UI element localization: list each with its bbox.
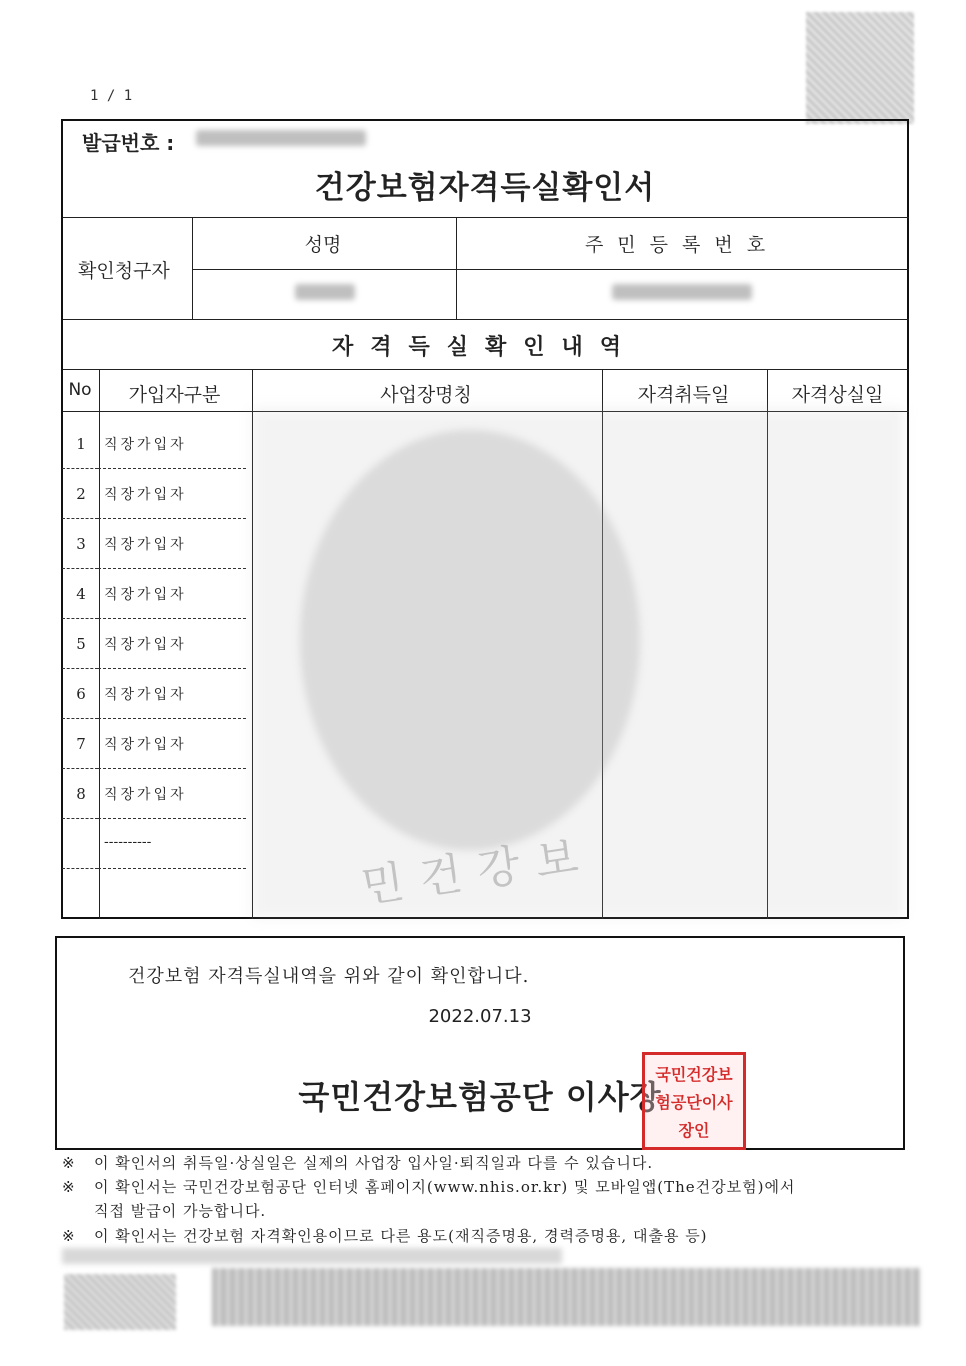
row-number: 5 bbox=[76, 635, 86, 653]
note-text: 이 확인서는 건강보험 자격확인용이므로 다른 용도(재직증명용, 경력증명용, 대출용 등) bbox=[94, 1227, 708, 1245]
row-divider bbox=[98, 868, 246, 869]
row-divider bbox=[98, 468, 246, 469]
official-seal: 국민건강보험공단이사장인 bbox=[642, 1052, 746, 1150]
row-member-type: 직장가입자 bbox=[104, 537, 187, 553]
watermark-text: 민건강보 bbox=[358, 829, 598, 913]
row-number: 3 bbox=[76, 535, 86, 553]
name-header: 성명 bbox=[304, 234, 342, 256]
name-redacted bbox=[295, 284, 355, 300]
col-header-lost: 자격상실일 bbox=[791, 384, 884, 406]
row-divider bbox=[62, 868, 98, 869]
row-number: 1 bbox=[76, 435, 86, 453]
row-member-type: 직장가입자 bbox=[104, 637, 187, 653]
note-mark: ※ bbox=[62, 1178, 76, 1196]
qr-code-top bbox=[806, 12, 914, 124]
row-member-type: 직장가입자 bbox=[104, 487, 187, 503]
row-number: 4 bbox=[76, 585, 86, 603]
section-title: 자격득실확인내역 bbox=[331, 335, 639, 360]
divider bbox=[63, 369, 909, 370]
row-number: 6 bbox=[76, 685, 86, 703]
issuer-name: 국민건강보험공단 이사장 bbox=[298, 1078, 662, 1116]
row-divider bbox=[62, 768, 98, 769]
divider bbox=[99, 369, 100, 919]
page-number: 1 / 1 bbox=[90, 88, 133, 104]
note-text: 이 확인서의 취득일·상실일은 실제의 사업장 입사일·퇴직일과 다를 수 있습니다. bbox=[94, 1154, 654, 1172]
col-header-acquired: 자격취득일 bbox=[637, 384, 730, 406]
col-header-type: 가입자구분 bbox=[128, 384, 221, 406]
row-divider bbox=[98, 818, 246, 819]
row-number: 8 bbox=[76, 785, 86, 803]
row-divider bbox=[62, 668, 98, 669]
note-item bbox=[62, 1152, 653, 1173]
note-text: 이 확인서는 국민건강보험공단 인터넷 홈페이지(www.nhis.or.kr) 및 모바일앱(The건강보험)에서 bbox=[94, 1178, 796, 1196]
row-member-type: ---------- bbox=[104, 834, 152, 850]
note-item bbox=[62, 1176, 795, 1197]
row-member-type: 직장가입자 bbox=[104, 587, 187, 603]
issue-date: 2022.07.13 bbox=[428, 1006, 532, 1027]
row-member-type: 직장가입자 bbox=[104, 787, 187, 803]
requester-label: 확인청구자 bbox=[78, 260, 170, 282]
row-member-type: 직장가입자 bbox=[104, 437, 187, 453]
row-divider bbox=[62, 618, 98, 619]
confirmation-text: 건강보험 자격득실내역을 위와 같이 확인합니다. bbox=[128, 966, 530, 987]
row-divider bbox=[62, 568, 98, 569]
row-divider bbox=[98, 618, 246, 619]
row-divider bbox=[62, 818, 98, 819]
divider bbox=[63, 217, 909, 218]
row-divider bbox=[98, 718, 246, 719]
row-divider bbox=[98, 518, 246, 519]
row-member-type: 직장가입자 bbox=[104, 737, 187, 753]
rrn-header: 주민등록번호 bbox=[584, 234, 780, 256]
barcode-redacted bbox=[212, 1268, 920, 1326]
row-number: 2 bbox=[76, 485, 86, 503]
divider bbox=[63, 319, 909, 320]
issue-number-label: 발급번호 : bbox=[82, 131, 175, 155]
row-divider bbox=[98, 568, 246, 569]
row-divider bbox=[98, 768, 246, 769]
note-mark: ※ bbox=[62, 1154, 76, 1172]
row-member-type: 직장가입자 bbox=[104, 687, 187, 703]
note-redacted bbox=[62, 1248, 562, 1264]
note-mark: ※ bbox=[62, 1227, 76, 1245]
redacted-columns bbox=[252, 408, 904, 918]
row-divider bbox=[62, 718, 98, 719]
note-item bbox=[62, 1225, 708, 1246]
col-header-workplace: 사업장명칭 bbox=[380, 384, 472, 406]
rrn-redacted bbox=[612, 284, 752, 300]
note-text: 직접 발급이 가능합니다. bbox=[94, 1202, 267, 1220]
row-number: 7 bbox=[76, 735, 86, 753]
divider bbox=[192, 269, 909, 270]
qr-code-bottom bbox=[64, 1274, 176, 1330]
note-item bbox=[62, 1200, 266, 1221]
col-header-no: No bbox=[68, 380, 92, 400]
row-divider bbox=[62, 518, 98, 519]
row-divider bbox=[98, 668, 246, 669]
document-title: 건강보험자격득실확인서 bbox=[314, 170, 656, 206]
issue-number-redacted bbox=[196, 130, 366, 146]
row-divider bbox=[62, 468, 98, 469]
